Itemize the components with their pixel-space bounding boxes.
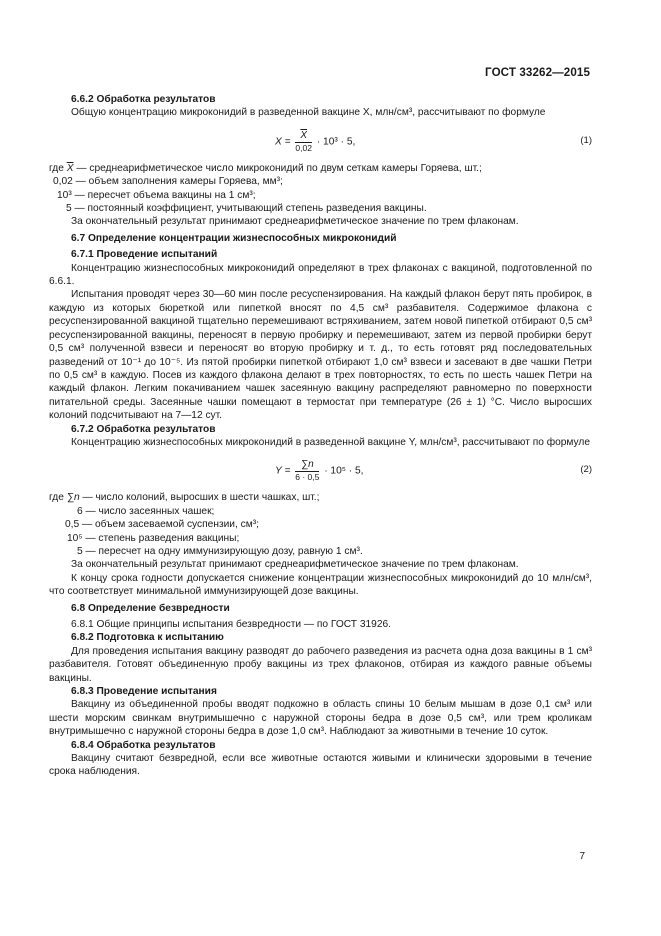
formula-1-lhs: X = bbox=[275, 136, 291, 148]
legend-symbol: 0,5 bbox=[65, 519, 80, 531]
legend-row bbox=[77, 545, 592, 558]
section-6-7-2-title: 6.7.2 Обработка результатов bbox=[71, 423, 216, 435]
formula-2-rest: · 10⁵ · 5, bbox=[324, 466, 364, 478]
legend-symbol: 5 bbox=[66, 203, 72, 215]
formula-2-expression bbox=[275, 459, 364, 483]
formula-2-denominator: 6 · 0,5 bbox=[295, 472, 320, 483]
formula-1-label: (1) bbox=[580, 134, 592, 146]
section-6-6-2-title: 6.6.2 Обработка результатов bbox=[71, 94, 216, 105]
section-6-8-1-text: 6.8.1 Общие принципы испытания безвредности — по ГОСТ 31926. bbox=[71, 619, 392, 630]
formula-2-numerator: ∑n bbox=[295, 459, 319, 472]
legend-row: где $\overline{X}$ — среднеарифметическое число микроконидий по двум сеткам камеры Горяева, шт.; bbox=[49, 162, 482, 174]
legend-symbol: 10³ bbox=[57, 189, 72, 201]
legend-text: — число колоний, выросших в шести чашках, шт.; bbox=[79, 492, 320, 504]
legend-text: — объем заполнения камеры Горяева, мм³; bbox=[72, 176, 283, 188]
section-6-8-4-p1: Вакцину считают безвредной, если все животные остаются живыми и клинически здоровыми в течение срока наблюдения. bbox=[49, 753, 592, 778]
section-6-7-2-intro: Концентрацию жизнеспособных микроконидий в разведенной вакцине Y, млн/см³, рассчитывают по формуле bbox=[71, 436, 591, 448]
formula-2 bbox=[49, 453, 592, 487]
legend-text: — среднеарифметическое число микроконидий по двум сеткам камеры Горяева, шт.; bbox=[73, 162, 482, 174]
formula-2-lhs: Y = bbox=[275, 466, 291, 478]
page-number: 7 bbox=[579, 851, 585, 862]
formula-1-fraction bbox=[295, 130, 312, 154]
legend-symbol: 0,02 bbox=[53, 176, 73, 188]
formula-1-expression bbox=[275, 130, 355, 154]
section-6-8-title: 6.8 Определение безвредности bbox=[71, 602, 230, 614]
section-6-7-1-p2: Испытания проводят через 30—60 мин после ресуспензирования. На каждый флакон берут пять пробирок, в каждую из которых бюреткой или пипеткой вносят по 4,5 см³ разбавителя. Содержимое флакона с ресуспензированной вакциной тщательно перемешивают встряхиванием, затем новой пипеткой отбирают 0,5 см³ ресуспензированной вакцины, переносят в первую пробирку и перемешивают, затем из первой пробирки берут 0,5 см³ полученной взвеси и переносят во вторую пробирку и т. д., то есть готовят ряд последовательных разведений от 10⁻¹ до 10⁻⁵. Из пятой пробирки пипеткой отбирают 1,0 см³ взвеси и засевают в две чашки Петри по 0,5 см³ в каждую. Посев из каждого флакона делают в трех повторностях, то есть по шесть чашек Петри на каждый флакон. Легким покачиванием чашек засеянную вакцину распределяют равномерно по поверхности питательной среды. Засеянные чашки помещают в термостат при температуре (26 ± 1) °C. Число выросших колоний подсчитывают на 7—12 сут. bbox=[49, 289, 592, 422]
formula-2-fraction bbox=[295, 459, 319, 483]
formula-1-legend bbox=[49, 162, 592, 216]
legend-text: — постоянный коэффициент, учитывающий степень разведения вакцины. bbox=[71, 203, 427, 215]
section-6-7-title: 6.7 Определение концентрации жизнеспособных микроконидий bbox=[71, 232, 397, 244]
formula-2-legend bbox=[49, 491, 592, 558]
formula-2-label: (2) bbox=[580, 464, 592, 476]
legend-symbol: ∑n bbox=[66, 492, 80, 504]
legend-row bbox=[66, 202, 592, 215]
legend-row bbox=[53, 175, 592, 188]
legend-symbol: $\overline{X}$ bbox=[66, 162, 74, 174]
section-6-6-2-intro: Общую концентрацию микроконидий в разведенной вакцине X, млн/см³, рассчитывают по формуле bbox=[71, 107, 546, 119]
legend-text: — пересчет на одну иммунизирующую дозу, равную 1 см³. bbox=[82, 545, 363, 557]
formula-1-numerator: $\overline{X}$ bbox=[295, 130, 312, 143]
section-6-6-2-conclusion: За окончательный результат принимают среднеарифметическое значение по трем флаконам. bbox=[71, 216, 519, 228]
formula-1-rest: · 10³ · 5, bbox=[316, 136, 356, 148]
legend-row bbox=[67, 532, 592, 545]
section-6-7-2-conclusion: За окончательный результат принимают среднеарифметическое значение по трем флаконам. bbox=[71, 559, 519, 571]
section-6-8-2-title: 6.8.2 Подготовка к испытанию bbox=[71, 632, 224, 644]
legend-row: где ∑n — число колоний, выросших в шести чашках, шт.; bbox=[49, 492, 320, 504]
section-6-8-4-title: 6.8.4 Обработка результатов bbox=[71, 739, 216, 751]
section-6-8-2-p1: Для проведения испытания вакцину разводят до рабочего разведения из расчета одна доза вакцины в 1 см³ разбавителя. Готовят объединенную пробу вакцины из трех флаконов, отбирая из каждого равные объемы вакцины. bbox=[49, 645, 592, 684]
legend-symbol: 6 bbox=[77, 505, 83, 517]
legend-row bbox=[65, 518, 592, 531]
legend-symbol: 5 bbox=[77, 545, 83, 557]
legend-text: — пересчет объема вакцины на 1 см³; bbox=[71, 189, 256, 201]
section-6-7-1-p1: Концентрацию жизнеспособных микроконидий определяют в трех флаконах с вакциной, подготовленной по 6.6.1. bbox=[49, 262, 592, 288]
section-6-7-2-expiry: К концу срока годности допускается снижение концентрации жизнеспособных микроконидий до 10 млн/см³, что соответствует минимальной иммунизирующей дозе вакцины. bbox=[49, 572, 592, 598]
standard-header: ГОСТ 33262—2015 bbox=[485, 66, 590, 79]
legend-text: — степень разведения вакцины; bbox=[82, 532, 240, 544]
legend-row bbox=[77, 505, 592, 518]
formula-1 bbox=[49, 124, 592, 158]
legend-symbol: 10⁵ bbox=[67, 532, 83, 544]
legend-row bbox=[57, 189, 592, 202]
page-content bbox=[49, 93, 592, 779]
legend-text: — объем засеваемой суспензии, см³; bbox=[79, 519, 259, 531]
section-6-8-3-p1: Вакцину из объединенной пробы вводят подкожно в область спины 10 белым мышам в дозе 0,1 см³ или шести морским свинкам внутримышечно с наружной стороны бедра в дозе 0,5 см³, или трем кроликам внутримышечно с наружной стороны бедра в дозе 1,0 см³. Наблюдают за животными в течение 10 суток. bbox=[49, 699, 592, 738]
legend-text: — число засеянных чашек; bbox=[82, 505, 215, 517]
formula-1-denominator: 0,02 bbox=[295, 142, 312, 153]
section-6-8-3-title: 6.8.3 Проведение испытания bbox=[71, 686, 217, 698]
section-6-7-1-title: 6.7.1 Проведение испытаний bbox=[71, 249, 218, 261]
